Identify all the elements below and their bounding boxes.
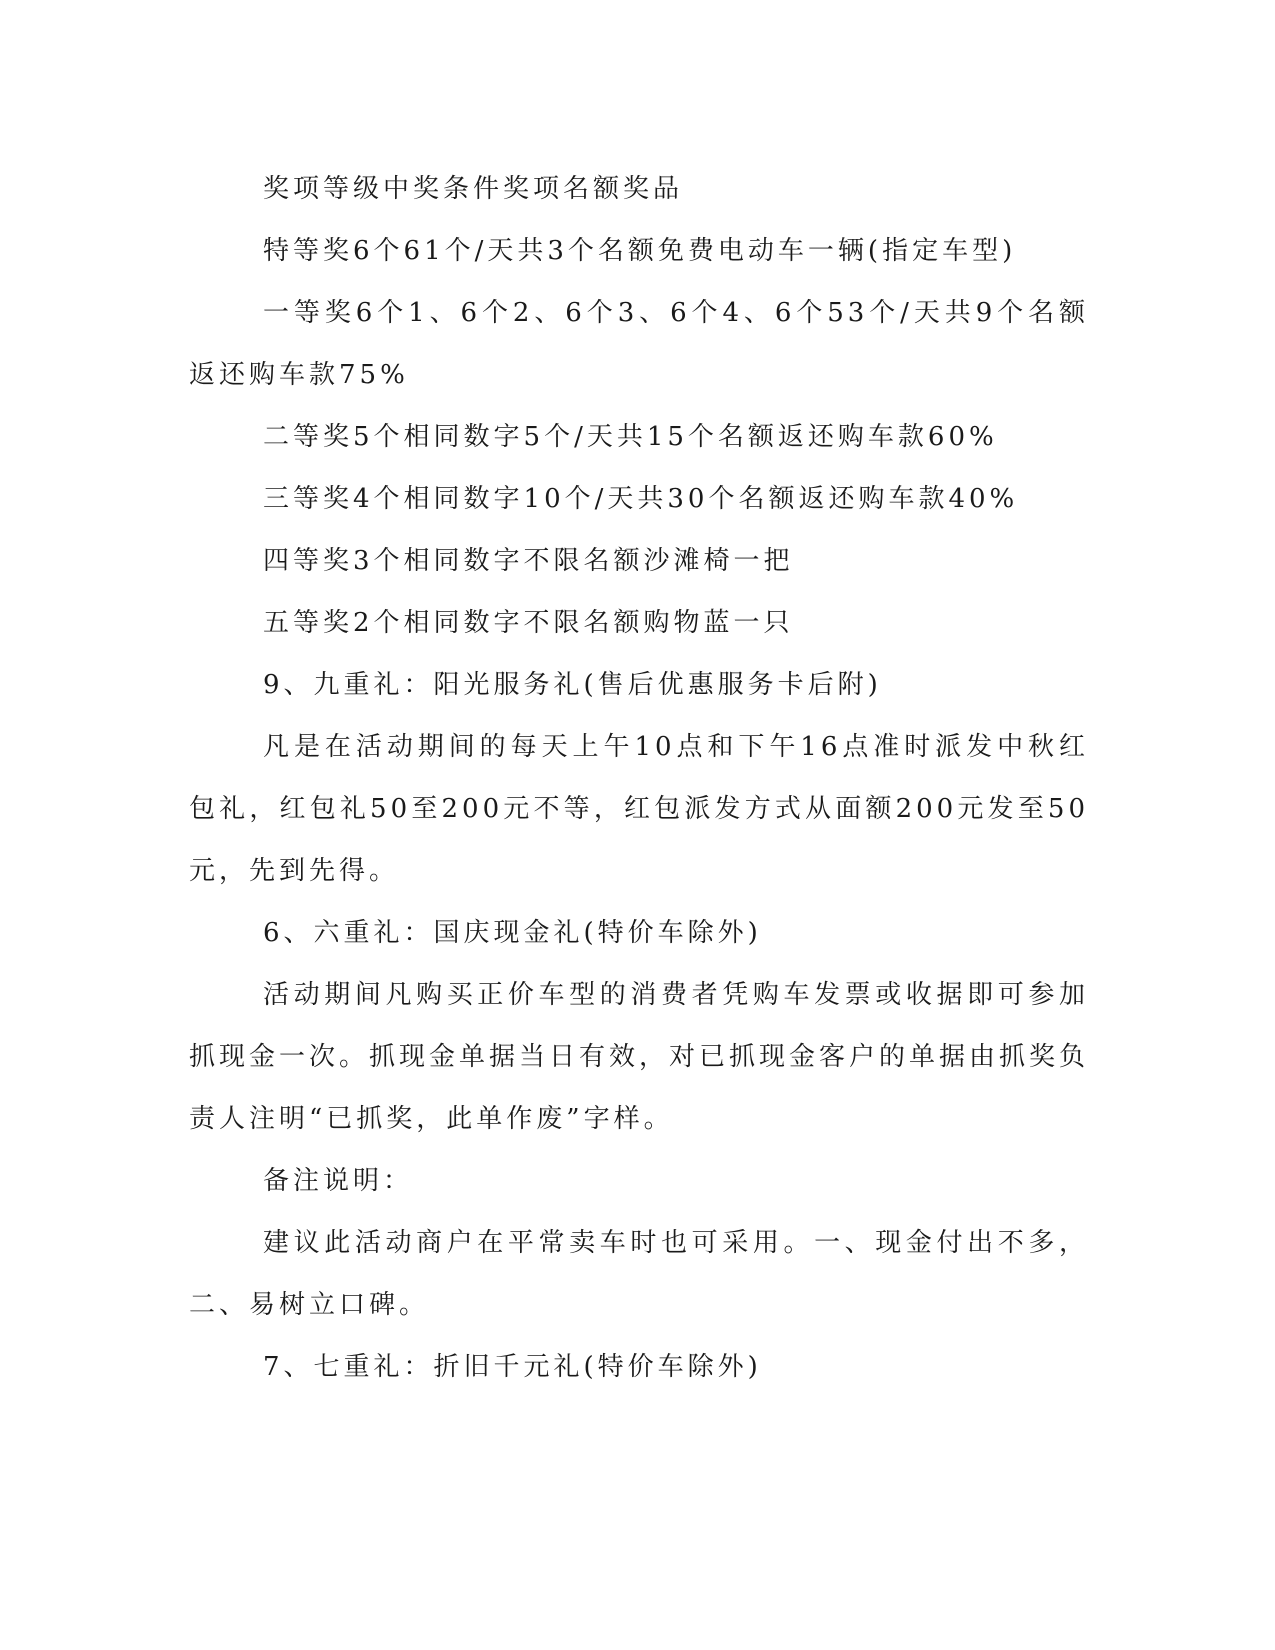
third-prize-line: 三等奖4个相同数字10个/天共30个名额返还购车款40% bbox=[263, 484, 1019, 514]
prize-table-header: 奖项等级中奖条件奖项名额奖品 bbox=[263, 174, 684, 204]
cash-draw-paragraph: 活动期间凡购买正价车型的消费者凭购车发票或收据即可参加抓现金一次。抓现金单据当日有效，对已抓现金客户的单据由抓奖负责人注明“已抓奖，此单作废”字样。 bbox=[189, 980, 1090, 1134]
fourth-prize-line: 四等奖3个相同数字不限名额沙滩椅一把 bbox=[263, 546, 794, 576]
remarks-paragraph: 建议此活动商户在平常卖车时也可采用。一、现金付出不多，二、易树立口碑。 bbox=[189, 1228, 1089, 1320]
first-prize-line: 一等奖6个1、6个2、6个3、6个4、6个53个/天共9个名额返还购车款75% bbox=[189, 298, 1089, 390]
document-page bbox=[189, 158, 1089, 1398]
red-packet-paragraph: 凡是在活动期间的每天上午10点和下午16点准时派发中秋红包礼，红包礼50至200元不等，红包派发方式从面额200元发至50元，先到先得。 bbox=[189, 732, 1089, 886]
section-heading-ninth-gift: 9、九重礼：阳光服务礼(售后优惠服务卡后附) bbox=[263, 670, 882, 700]
section-heading-seventh-gift: 7、七重礼：折旧千元礼(特价车除外) bbox=[263, 1352, 762, 1382]
fifth-prize-line: 五等奖2个相同数字不限名额购物蓝一只 bbox=[263, 608, 794, 638]
section-heading-sixth-gift: 6、六重礼：国庆现金礼(特价车除外) bbox=[263, 918, 762, 948]
second-prize-line: 二等奖5个相同数字5个/天共15个名额返还购车款60% bbox=[263, 422, 998, 452]
grand-prize-line: 特等奖6个61个/天共3个名额免费电动车一辆(指定车型) bbox=[263, 236, 1017, 266]
remarks-heading: 备注说明： bbox=[263, 1166, 414, 1196]
